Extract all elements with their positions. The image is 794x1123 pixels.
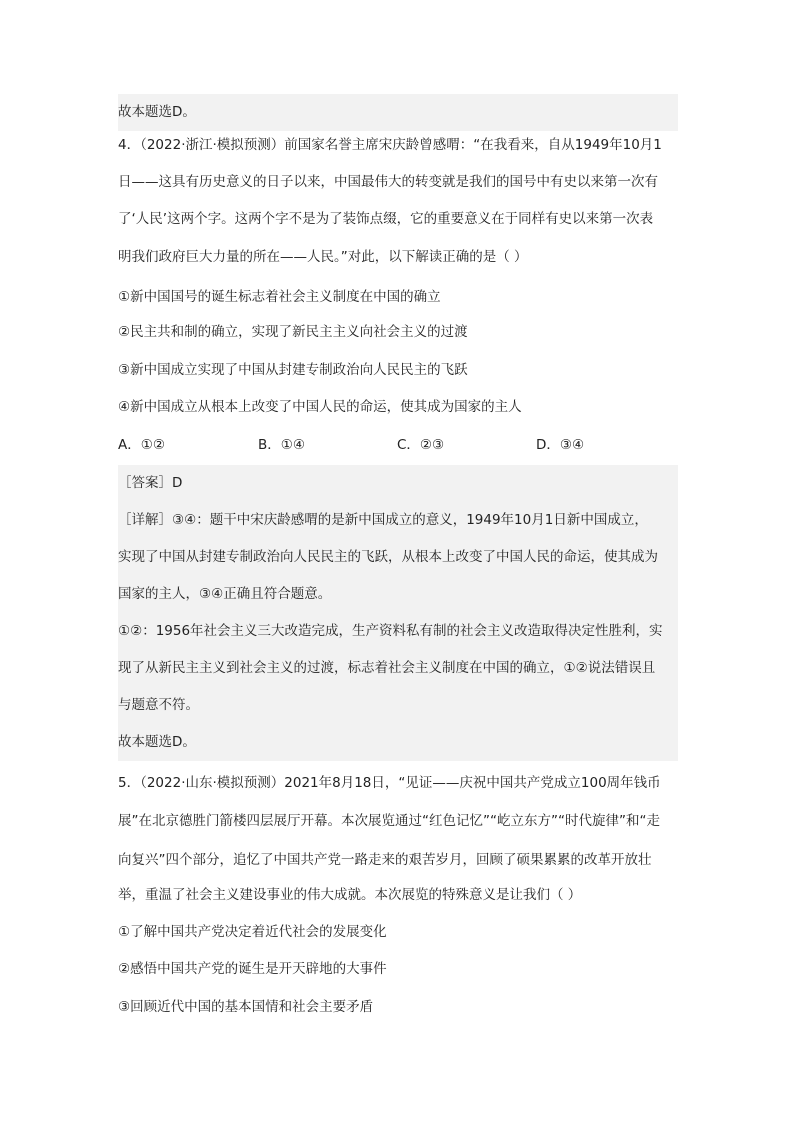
q5-statement-1: ①了解中国共产党决定着近代社会的发展变化 xyxy=(118,924,387,940)
option-c: C．②③ xyxy=(397,437,445,453)
question-5-line-3: 向复兴”四个部分，追忆了中国共产党一路走来的艰苦岁月，回顾了硕果累累的改革开放壮 xyxy=(118,852,652,868)
question-5-line-4: 举，重温了社会主义建设事业的伟大成就。本次展览的特殊意义是让我们（ ） xyxy=(118,887,582,903)
explanation-line-3: 国家的主人，③④正确且符合题意。 xyxy=(118,576,678,613)
explanation-line-4: ①②：1956年社会主义三大改造完成，生产资料私有制的社会主义改造取得决定性胜利，实 xyxy=(118,613,678,650)
question-4-line-1: 4．（2022·浙江·模拟预测）前国家名誉主席宋庆龄曾感喟：“在我看来，自从1949年10月1 xyxy=(118,137,662,153)
explanation-line-5: 现了从新民主主义到社会主义的过渡，标志着社会主义制度在中国的确立，①②说法错误且 xyxy=(118,650,678,687)
q5-statement-3: ③回顾近代中国的基本国情和社会主要矛盾 xyxy=(118,999,374,1015)
option-d: D．③④ xyxy=(536,437,585,453)
answer-line: ［答案］D xyxy=(118,465,678,502)
explanation-line-1: ［详解］③④：题干中宋庆龄感喟的是新中国成立的意义，1949年10月1日新中国成立， xyxy=(118,502,678,539)
conclusion-line: 故本题选D。 xyxy=(118,94,678,131)
option-a: A．①② xyxy=(118,437,165,453)
question-5-line-2: 展”在北京德胜门箭楼四层展厅开幕。本次展览通过“红色记忆”“屹立东方”“时代旋律”和“走 xyxy=(118,813,660,829)
question-4-line-3: 了‘人民’这两个字。这两个字不是为了装饰点缀，它的重要意义在于同样有史以来第一次表 xyxy=(118,211,654,227)
question-5-line-1: 5．（2022·山东·模拟预测）2021年8月18日，“见证——庆祝中国共产党成立100周年钱币 xyxy=(118,775,661,791)
explanation-line-2: 实现了中国从封建专制政治向人民民主的飞跃，从根本上改变了中国人民的命运，使其成为 xyxy=(118,539,678,576)
option-b: B．①④ xyxy=(258,437,305,453)
q4-statement-1: ①新中国国号的诞生标志着社会主义制度在中国的确立 xyxy=(118,289,441,305)
question-4-line-4: 明我们政府巨大力量的所在——人民。”对此，以下解读正确的是（ ） xyxy=(118,249,528,265)
q4-options-row xyxy=(118,427,678,464)
q4-statement-4: ④新中国成立从根本上改变了中国人民的命运，使其成为国家的主人 xyxy=(118,399,522,415)
question-4-line-2: 日——这具有历史意义的日子以来，中国最伟大的转变就是我们的国号中有史以来第一次有 xyxy=(118,174,658,190)
explanation-line-7: 故本题选D。 xyxy=(118,724,678,761)
q5-statement-2: ②感悟中国共产党的诞生是开天辟地的大事件 xyxy=(118,961,387,977)
explanation-line-6: 与题意不符。 xyxy=(118,687,678,724)
q4-statement-2: ②民主共和制的确立，实现了新民主主义向社会主义的过渡 xyxy=(118,324,468,340)
q4-statement-3: ③新中国成立实现了中国从封建专制政治向人民民主的飞跃 xyxy=(118,362,468,378)
